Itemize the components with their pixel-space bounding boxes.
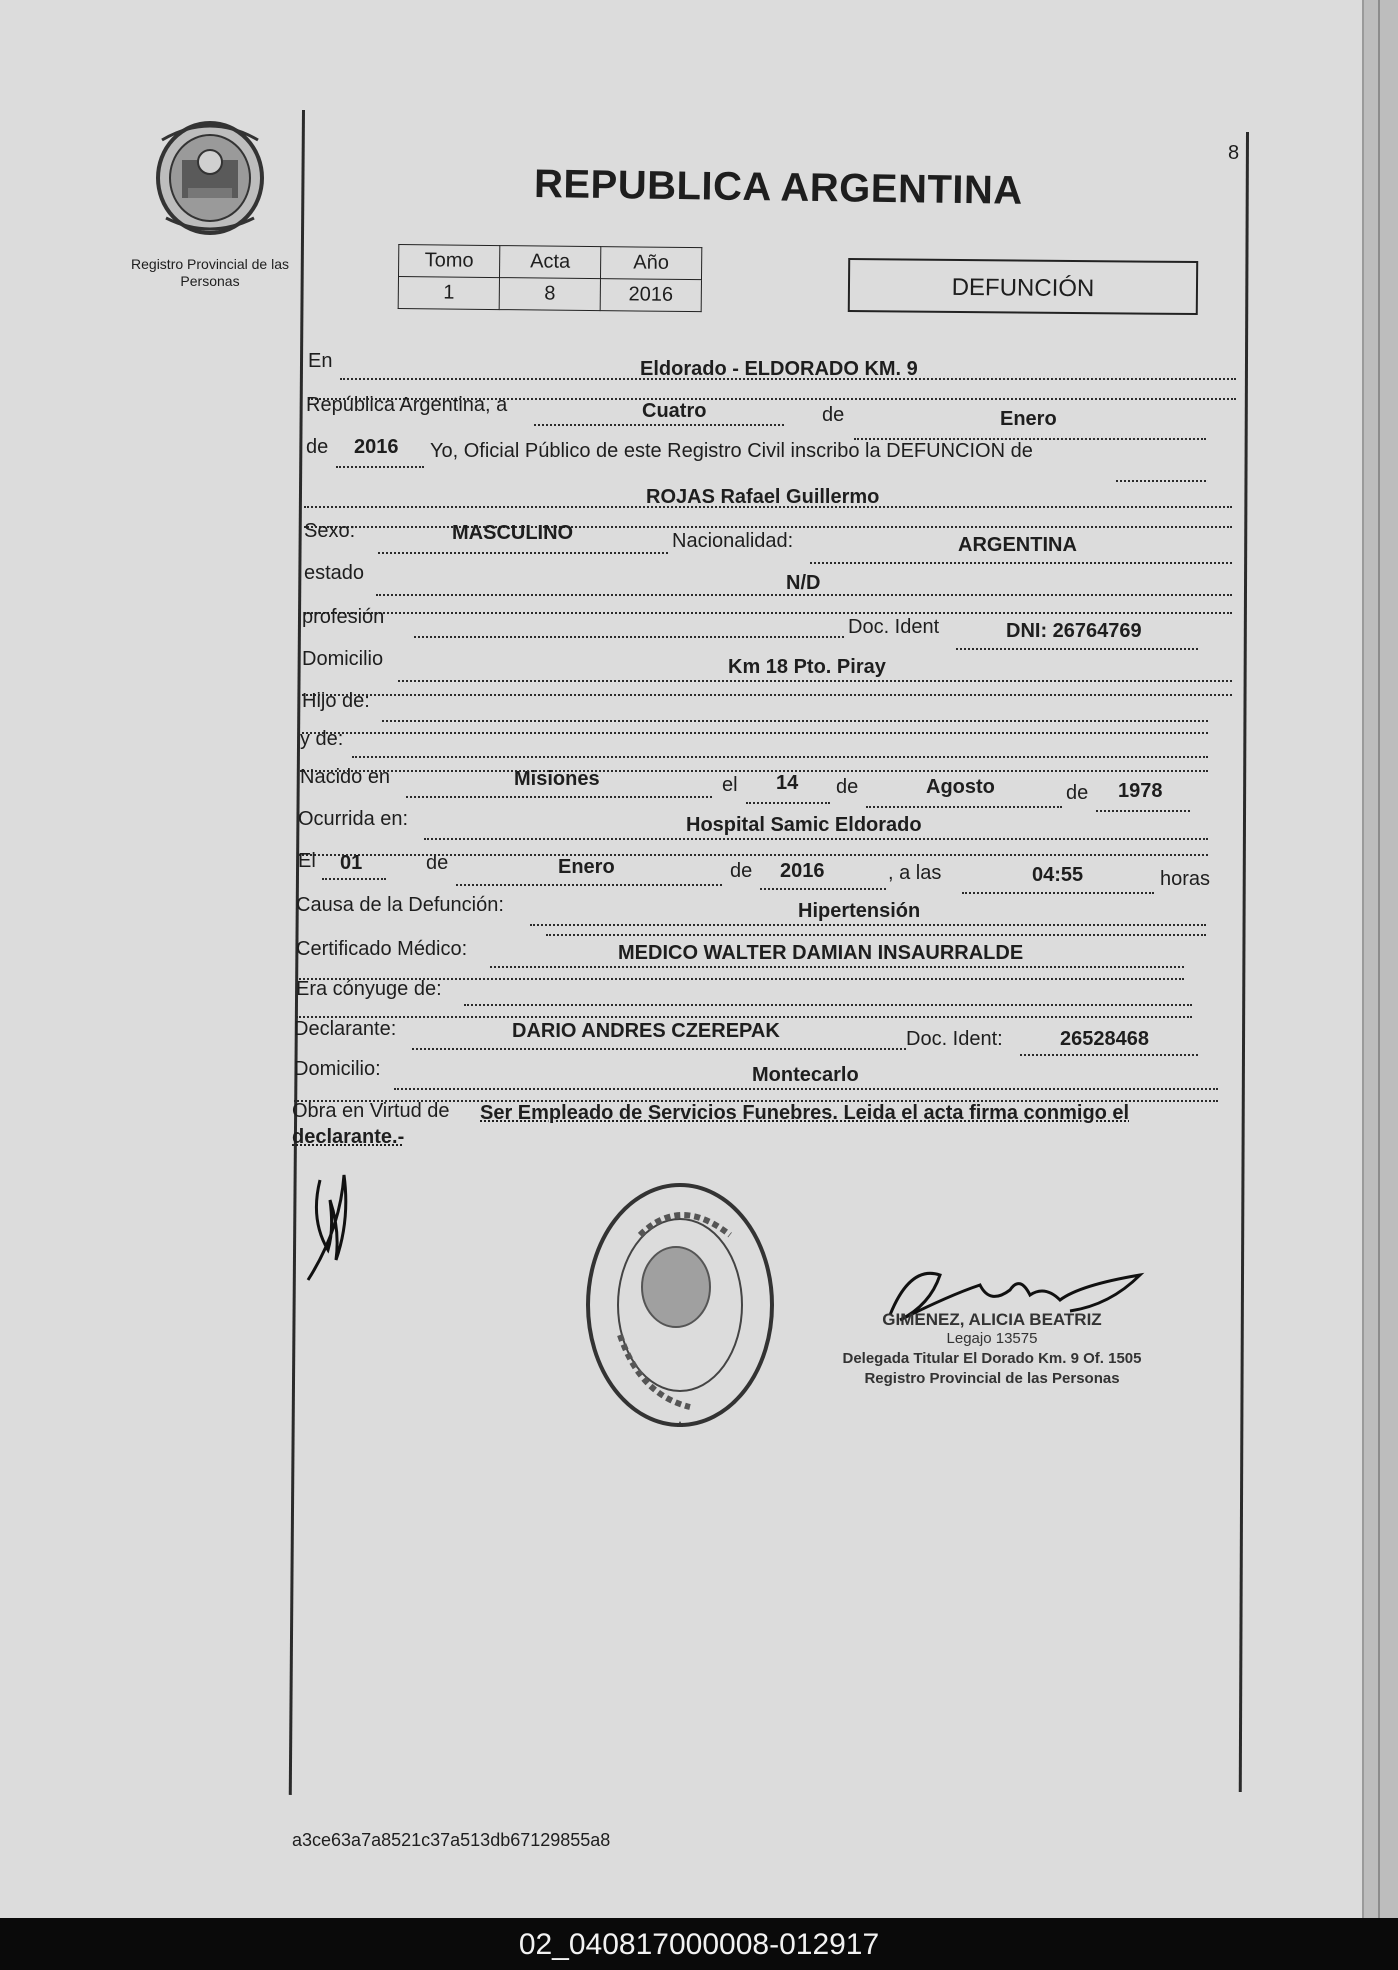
hijo-line (382, 720, 1208, 722)
declarante-domicilio-line (394, 1088, 1218, 1090)
doc-ident-line (956, 648, 1198, 650)
value-acta: 8 (499, 278, 600, 311)
def-dia-value: 01 (340, 852, 363, 874)
de-label-3: de (836, 776, 859, 798)
def-anio-value: 2016 (780, 860, 825, 882)
domicilio-label-2: Domicilio: (294, 1058, 381, 1080)
header-tomo: Tomo (398, 245, 499, 278)
nombre-value: ROJAS Rafael Guillermo (646, 486, 880, 508)
de-label-6: de (730, 860, 753, 882)
ocurrida-label: Ocurrida en: (298, 808, 409, 830)
nacionalidad-value: ARGENTINA (958, 534, 1077, 556)
nacido-label: Nacido en (300, 766, 391, 788)
causa-value: Hipertensión (798, 900, 921, 922)
causa-line (530, 924, 1206, 926)
declarant-signature-icon (300, 1160, 380, 1290)
declarante-domicilio-value: Montecarlo (752, 1064, 859, 1086)
de-label-2: de (306, 436, 329, 458)
hora-line (962, 892, 1154, 894)
sexo-label: Sexo: (304, 520, 356, 542)
nac-anio-line (1096, 810, 1190, 812)
def-mes-value: Enero (558, 856, 615, 878)
conyuge-label: Era cónyuge de: (296, 978, 442, 1000)
declarante-value: DARIO ANDRES CZEREPAK (512, 1020, 780, 1042)
de-label-1: de (822, 404, 845, 426)
el-label-2: El (298, 850, 316, 872)
de-label-4: de (1066, 782, 1089, 804)
mes-value: Enero (1000, 408, 1057, 430)
file-id: 02_040817000008-012917 (518, 1928, 880, 1961)
registry-name: Registro Provincial de las Personas (131, 256, 289, 289)
causa-label: Causa de la Defunción: (296, 894, 504, 916)
y-de-line (352, 756, 1208, 758)
ocurrida-line (424, 838, 1208, 840)
header-acta: Acta (499, 246, 600, 279)
nacido-line (406, 796, 712, 798)
def-anio-line (760, 888, 886, 890)
domicilio-line-2 (302, 694, 1232, 696)
page-edge (1362, 0, 1398, 1918)
declarante-label: Declarante: (294, 1018, 397, 1040)
sexo-value: MASCULINO (452, 522, 574, 544)
official-registro: Registro Provincial de las Personas (864, 1370, 1120, 1387)
hijo-line-2 (302, 732, 1208, 734)
page-edge-line (1378, 0, 1380, 1918)
y-de-label: y de: (300, 728, 344, 750)
sexo-line (378, 552, 668, 554)
header-anio: Año (600, 247, 701, 280)
profesion-label: profesión (302, 606, 385, 628)
obra-label: Obra en Virtud de (292, 1100, 450, 1122)
value-anio: 2016 (600, 279, 701, 312)
dia-line (534, 424, 784, 426)
page-title: REPUBLICA ARGENTINA (533, 162, 1024, 213)
official-legajo: Legajo 13575 (946, 1330, 1038, 1347)
nacido-value: Misiones (514, 768, 600, 790)
nombre-line-2 (304, 526, 1232, 528)
horas-label: horas (1160, 868, 1211, 890)
doc-ident-label-2: Doc. Ident: (906, 1028, 1003, 1050)
value-tomo: 1 (398, 277, 499, 310)
doc-ident-value: DNI: 26764769 (1006, 620, 1142, 642)
y-de-line-2 (300, 770, 1208, 772)
anio-value: 2016 (354, 436, 399, 458)
certificado-value: MEDICO WALTER DAMIAN INSAURRALDE (618, 942, 1024, 964)
certificado-line (490, 966, 1184, 968)
profesion-line (414, 636, 844, 638)
causa-line-2 (546, 934, 1206, 936)
oficial-line (1116, 480, 1206, 482)
declarante-line (412, 1048, 906, 1050)
official-name: GIMENEZ, ALICIA BEATRIZ (882, 1310, 1102, 1329)
nacionalidad-line (810, 562, 1232, 564)
nac-mes-value: Agosto (926, 776, 995, 798)
anio-line (336, 466, 424, 468)
republica-label: República Argentina, a (306, 394, 508, 416)
el-label: el (722, 774, 738, 796)
page-number: 8 (1228, 142, 1240, 164)
nac-anio-value: 1978 (1118, 780, 1163, 802)
doc-ident-label: Doc. Ident (848, 616, 940, 638)
hora-value: 04:55 (1032, 864, 1084, 886)
nac-dia-value: 14 (776, 772, 799, 794)
domicilio-value: Km 18 Pto. Piray (728, 656, 886, 678)
hijo-label: Hijo de: (302, 690, 370, 712)
nac-dia-line (746, 802, 830, 804)
dia-value: Cuatro (642, 400, 707, 422)
obra-value-2: declarante.- (292, 1126, 405, 1148)
en-label: En (308, 350, 333, 372)
def-dia-line (322, 878, 386, 880)
declarante-doc-value: 26528468 (1060, 1028, 1149, 1050)
oficial-text: Yo, Oficial Público de este Registro Civil inscribo la DEFUNCION de (430, 440, 1033, 462)
def-mes-line (456, 884, 722, 886)
estado-line-2 (304, 612, 1232, 614)
document-hash: a3ce63a7a8521c37a513db67129855a8 (292, 1830, 611, 1850)
domicilio-label: Domicilio (302, 648, 384, 670)
obra-value-1: Ser Empleado de Servicios Funebres. Leida el acta firma conmigo el (480, 1102, 1130, 1124)
domicilio-line (398, 680, 1232, 682)
conyuge-line (464, 1004, 1192, 1006)
nacionalidad-label: Nacionalidad: (672, 530, 794, 552)
declarante-doc-line (1020, 1054, 1198, 1056)
de-label-5: de (426, 852, 449, 874)
nac-mes-line (866, 806, 1062, 808)
ocurrida-value: Hospital Samic Eldorado (686, 814, 922, 836)
estado-label: estado (304, 562, 365, 584)
conyuge-line-2 (296, 1016, 1192, 1018)
certificado-label: Certificado Médico: (296, 938, 468, 960)
estado-value: N/D (786, 572, 821, 594)
registry-stamp-icon (580, 1175, 780, 1435)
official-cargo: Delegada Titular El Dorado Km. 9 Of. 1505 (842, 1350, 1142, 1367)
document-type-box: DEFUNCIÓN (848, 258, 1198, 315)
a-las-label: , a las (888, 862, 942, 884)
en-value: Eldorado - ELDORADO KM. 9 (640, 358, 918, 380)
